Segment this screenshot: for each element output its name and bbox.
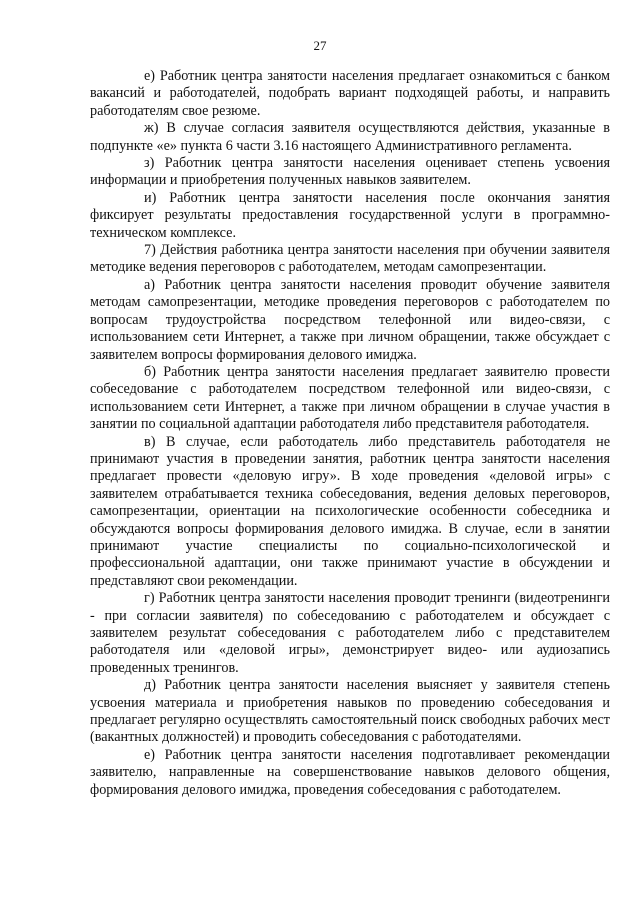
paragraph-d-job-search: д) Работник центра занятости населения выясняет у заявителя степень усвоения материала и приобретения навыков по проведению собеседования и предлагает регулярно осуществлять самостоятельный поиск свободных рабочих мест (вакантных должностей) и проводить собеседования с работодателями. <box>90 677 610 746</box>
paragraph-a-self-presentation: а) Работник центра занятости населения проводит обучение заявителя методам самопрезентации, методике проведения переговоров с работодателем по вопросам трудоустройства посредством телефонной или видео-связи, с использованием сети Интернет, а также при личном обращении, также обсуждает с заявителем вопросы формирования делового имиджа. <box>90 276 610 363</box>
paragraph-7-negotiation-training: 7) Действия работника центра занятости населения при обучении заявителя методике ведения переговоров с работодателем, методам самопрезентации. <box>90 242 610 276</box>
paragraph-e-recommendations: е) Работник центра занятости населения подготавливает рекомендации заявителю, направленные на совершенствование навыков делового общения, формирования делового имиджа, проведения собеседования с работодателем. <box>90 746 610 798</box>
paragraph-v-business-game: в) В случае, если работодатель либо представитель работодателя не принимают участия в проведении занятия, работник центра занятости населения предлагает провести «деловую игру». В ходе проведения «деловой игры» с заявителем отрабатывается техника собеседования, ведения деловых переговоров, самопрезентации, ориентации на психологические особенности собеседника и обсуждаются вопросы формирования делового имиджа. В случае, если в занятии принимают участие специалисты по социально-психологической и профессиональной адаптации, они также принимают участие в обсуждении и представляют свои рекомендации. <box>90 433 610 589</box>
paragraph-e-vacancies: е) Работник центра занятости населения предлагает ознакомиться с банком вакансий и работодателей, подобрать вариант подходящей работы, и направить работодателям свое резюме. <box>90 68 610 119</box>
paragraph-g-trainings: г) Работник центра занятости населения проводит тренинги (видеотренинги - при согласии заявителя) по собеседованию с работодателем и обсуждает с заявителем результат собеседования с работодателем либо с представителем работодателя или «деловой игры», демонстрирует видео- или аудиозапись проведенных тренингов. <box>90 590 610 676</box>
paragraph-b-interview: б) Работник центра занятости населения предлагает заявителю провести собеседование с работодателем посредством телефонной или видео-связи, с использованием сети Интернет, а также при личном обращении в случае участия в занятии по социальной адаптации работодателя либо представителя работодателя. <box>90 363 610 433</box>
page-number: 27 <box>313 38 327 53</box>
paragraph-z-assessment: з) Работник центра занятости населения оценивает степень усвоения информации и приобретения полученных навыков заявителем. <box>90 155 610 189</box>
paragraph-i-results: и) Работник центра занятости населения после окончания занятия фиксирует результаты предоставления государственной услуги в программно-техническом комплексе. <box>90 189 610 241</box>
document-body <box>90 68 610 799</box>
paragraph-zh-consent: ж) В случае согласия заявителя осуществляются действия, указанные в подпункте «е» пункта 6 части 3.16 настоящего Административного регламента. <box>90 120 610 154</box>
